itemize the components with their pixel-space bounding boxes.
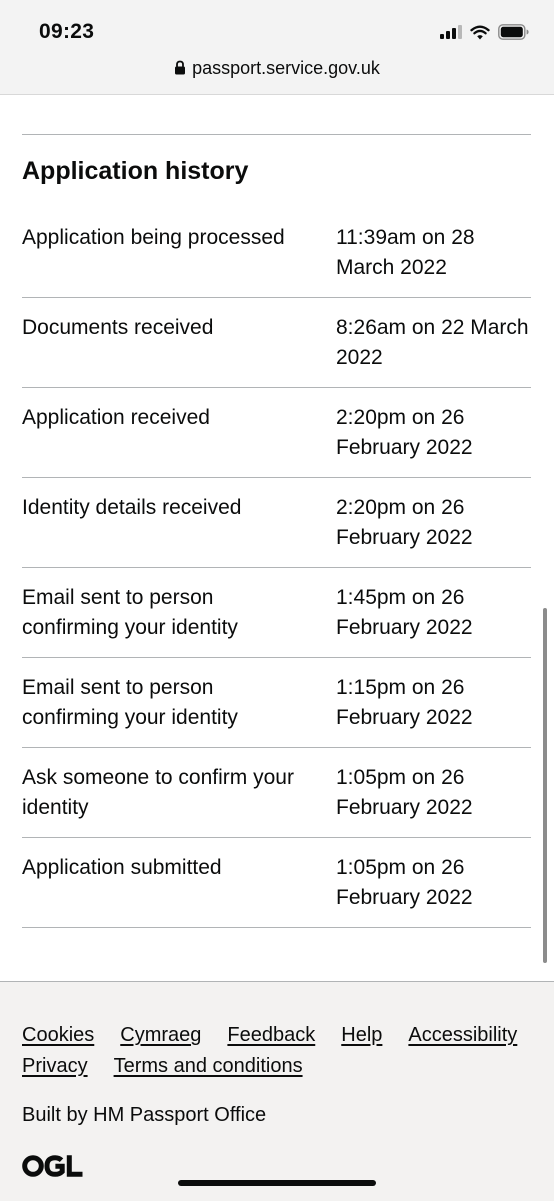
history-row	[22, 298, 531, 388]
history-event: Documents received	[22, 316, 214, 339]
history-timestamp: 2:20pm on 26 February 2022	[336, 406, 473, 459]
cellular-signal-icon	[440, 25, 462, 39]
history-timestamp: 1:05pm on 26 February 2022	[336, 766, 473, 819]
status-time: 09:23	[39, 20, 95, 43]
section-divider	[22, 134, 531, 135]
history-event: Application submitted	[22, 856, 222, 879]
history-list	[22, 208, 531, 928]
footer-link-accessibility[interactable]: Accessibility	[408, 1024, 518, 1046]
history-timestamp: 1:05pm on 26 February 2022	[336, 856, 473, 909]
footer-link-cymraeg[interactable]: Cymraeg	[120, 1024, 202, 1046]
history-timestamp: 1:45pm on 26 February 2022	[336, 586, 473, 639]
wifi-icon	[470, 25, 490, 40]
history-row	[22, 208, 531, 298]
history-row	[22, 748, 531, 838]
battery-icon	[498, 24, 530, 40]
built-by-text: Built by HM Passport Office	[22, 1104, 267, 1126]
status-icons	[440, 24, 530, 40]
url-text: passport.service.gov.uk	[192, 58, 380, 78]
footer-link-feedback[interactable]: Feedback	[227, 1024, 316, 1046]
footer-link-privacy[interactable]: Privacy	[22, 1055, 88, 1077]
history-timestamp: 2:20pm on 26 February 2022	[336, 496, 473, 549]
history-event: Email sent to person confirming your identity	[22, 586, 238, 639]
footer	[0, 981, 554, 1201]
history-row	[22, 568, 531, 658]
history-row	[22, 478, 531, 568]
address-bar[interactable]	[0, 58, 554, 79]
history-timestamp: 1:15pm on 26 February 2022	[336, 676, 473, 729]
history-row	[22, 658, 531, 748]
history-event: Identity details received	[22, 496, 242, 519]
footer-link-help[interactable]: Help	[341, 1024, 383, 1046]
history-event: Email sent to person confirming your identity	[22, 676, 238, 729]
footer-link-cookies[interactable]: Cookies	[22, 1024, 95, 1046]
history-row	[22, 388, 531, 478]
history-timestamp: 8:26am on 22 March 2022	[336, 316, 529, 369]
home-indicator[interactable]	[178, 1180, 376, 1186]
section-title: Application history	[22, 157, 249, 185]
browser-top-bar	[0, 0, 554, 95]
history-event: Ask someone to confirm your identity	[22, 766, 294, 819]
history-event: Application received	[22, 406, 210, 429]
ogl-logo-icon	[22, 1154, 84, 1178]
history-timestamp: 11:39am on 28 March 2022	[336, 226, 475, 279]
lock-icon	[174, 60, 186, 75]
history-row	[22, 838, 531, 928]
history-event: Application being processed	[22, 226, 285, 249]
footer-link-terms[interactable]: Terms and conditions	[113, 1055, 303, 1077]
footer-links	[22, 1020, 532, 1081]
scrollbar[interactable]	[543, 608, 547, 963]
